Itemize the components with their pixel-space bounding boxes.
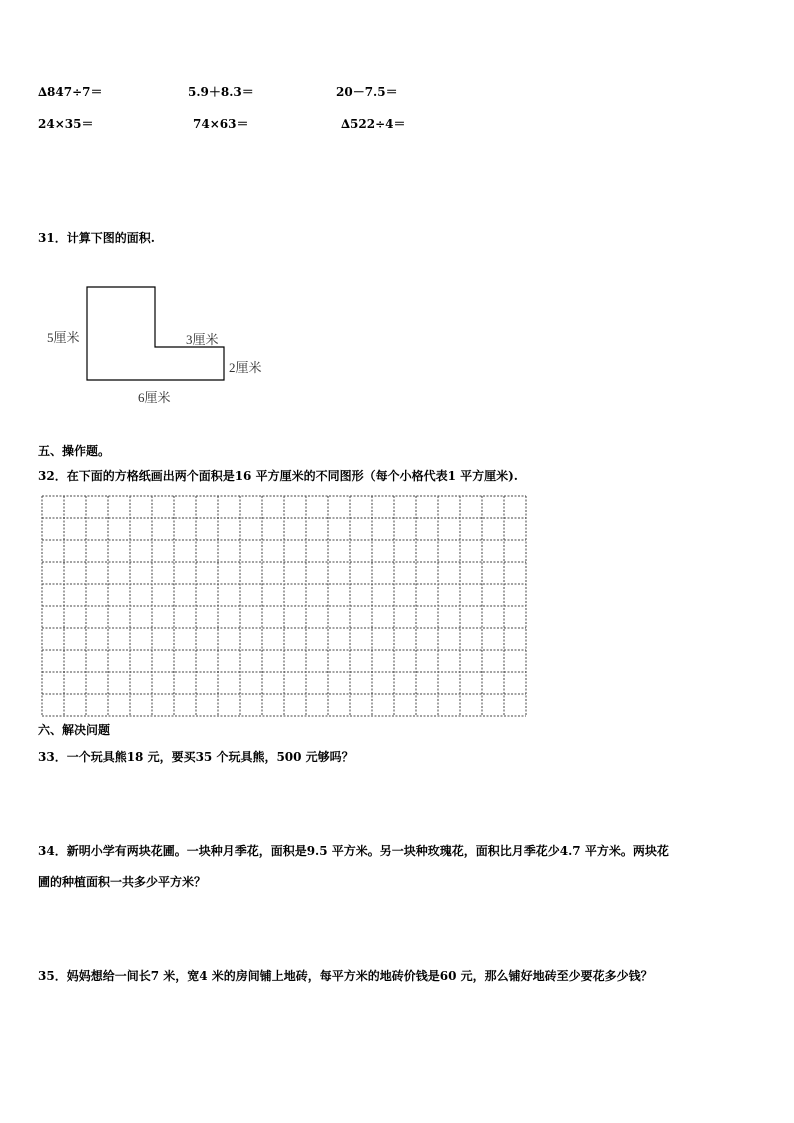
section-5-title: 五、操作题。 [38,444,111,458]
question-32-text: 在下面的方格纸画出两个面积是16 平方厘米的不同图形（每个小格代表1 平方厘米). [66,469,518,483]
calc-2-1: 24×35＝ [38,117,94,131]
section-6-title: 六、解决问题 [38,723,111,737]
question-34-text-1: 新明小学有两块花圃。一块种月季花，面积是9.5 平方米。另一块种玫瑰花，面积比月季花少4.7 平方米。两块花 [66,844,669,858]
question-35-number: 35． [38,969,67,983]
question-31-text: 计算下图的面积. [66,231,155,245]
label-left-side: 5厘米 [47,330,80,345]
question-31-number: 31． [38,231,67,245]
question-33 [38,749,354,765]
label-bottom-side: 6厘米 [138,390,171,405]
question-35-text: 妈妈想给一间长7 米，宽4 米的房间铺上地砖，每平方米的地砖价钱是60 元，那么铺好地砖至少要花多少钱？ [66,969,653,983]
question-34-number: 34． [38,844,67,858]
l-shape-figure [0,0,794,420]
calc-1-2: 5.9＋8.3＝ [188,85,254,99]
question-33-number: 33． [38,750,67,764]
question-33-text: 一个玩具熊18 元，要买35 个玩具熊，500 元够吗？ [66,750,354,764]
question-32-number: 32． [38,469,67,483]
question-32 [38,468,518,484]
calc-2-2: 74×63＝ [193,117,249,131]
label-right-side: 2厘米 [229,360,262,375]
calc-1-1: ∆847÷7＝ [38,85,103,99]
question-35 [38,968,653,984]
grid-lines [41,495,527,717]
calc-2-3: ∆522÷4＝ [341,117,406,131]
label-step-side: 3厘米 [186,332,219,347]
question-34-line-1 [38,843,669,859]
grid-paper[interactable] [41,495,527,717]
question-34-line-2: 圃的种植面积一共多少平方米？ [38,875,207,889]
calc-1-3: 20－7.5＝ [336,85,398,99]
